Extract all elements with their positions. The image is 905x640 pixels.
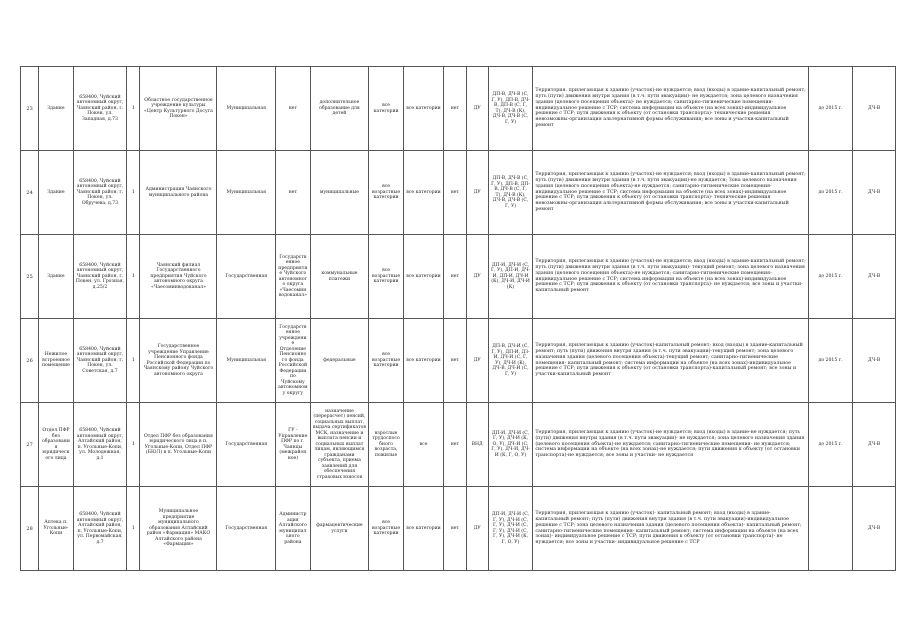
object-name: Нежилое встроенное помещение [39, 319, 73, 403]
service-category: все возрастные категории [369, 487, 403, 571]
object-count: 1 [127, 151, 140, 235]
disability-category: все категории [403, 319, 444, 403]
object-count: 1 [127, 403, 140, 487]
object-count: 1 [127, 67, 140, 151]
service-net: нет [444, 235, 466, 319]
availability-status: ДП-И, ДЧ-И (С, Г, У), ДЧ-И (К, О, У), ДЧ-И (С, Г, У), ДЧ-И, ДЧ-И (К, Г, О, У) [488, 403, 533, 487]
parent-organization: Государственное учреждение Отделение Пенсионного фонда Российской Федерации по Чуйскому автономному округу [276, 319, 310, 403]
expected-result: ДЧ-В [853, 319, 896, 403]
service-net: нет [444, 403, 466, 487]
availability-code: ДУ [466, 151, 488, 235]
service-net: нет [444, 67, 466, 151]
institution-name: Муниципальное предприятие муниципального образования Алтайский район «Фармация» МАКО Алтайского района «Фармация» [140, 487, 217, 571]
adaptation-assessment: Территория, прилегающая к зданию (участок)-не нуждается; вход (входы) в здание-не нуждается; путь (пути) движения внутри здания (в т.ч. пути эвакуации)- не нуждается; зона целевого назначения здания (целевого посещения объекта)-не нуждается; санитарно-гигиенические помещения- не нуждается; система информации на объекте (на всех зонах)-не нуждается; пути движения к объекту (от остановки транспорта)-не нуждается; все зоны и участки- не нуждается [533, 403, 808, 487]
service-category: все категории [369, 67, 403, 151]
table-row [21, 403, 896, 487]
service-activity: фармацевтические услуги [310, 487, 369, 571]
institution-name: Чаянский филиал Государственного предприятия Чуйского автономного округа «Чаесоминводоканал» [140, 235, 217, 319]
service-activity: коммунальные платежи [310, 235, 369, 319]
target-year: до 2015 г. [808, 151, 853, 235]
availability-code: ДУ [466, 487, 488, 571]
availability-status: ДП-В, ДЧ-В (С, Г, У), ДП-В, ДП-В, ДЧ-В (С, Г, Т), ДЧ-В (К), ДЧ-В, ДЧ-В (С, Г, У) [488, 151, 533, 235]
expected-result: ДЧ-В [853, 151, 896, 235]
service-activity: дополнительное образование для детей [310, 67, 369, 151]
adaptation-assessment: Территория, прилегающая к зданию (участок)- капитальный ремонт; вход (входы) в здание- капитальный ремонт; путь (пути) движения внутри здания (в т.ч. пути эвакуации)-индивидуальное решение с ТСР; зона целевого назначения здания (целевого посещения объекта)- капитальный ремонт; санитарно-гигиенические помещения- капитальный ремонт; система информации на объекте (на всех зонах)- индивидуальное решение с ТСР; пути движения к объекту (от остановки транспорта)- не нуждается; все зоны и участки- индивидуальное решение с ТСР [533, 487, 808, 571]
disability-category: все категории [403, 235, 444, 319]
service-category: все возрастные категории [369, 151, 403, 235]
row-number: 25 [21, 235, 39, 319]
disability-category: все категории [403, 67, 444, 151]
availability-code: ДУ [466, 67, 488, 151]
row-number: 26 [21, 319, 39, 403]
target-year [808, 487, 853, 571]
expected-result: ДЧ-В [853, 235, 896, 319]
object-name: Здание [39, 235, 73, 319]
object-address: 658400, Чуйский автономный округ, Алтайский район, п. Угольные-Копи, ул. Молодежная, д.1 [73, 403, 127, 487]
table-row [21, 487, 896, 571]
service-net: нет [444, 487, 466, 571]
expected-result: ДЧ-В [853, 403, 896, 487]
service-activity: федеральные [310, 319, 369, 403]
ownership-form: Муниципальная [217, 151, 276, 235]
adaptation-assessment: Территория, прилегающая к зданию (участок)-капитальный ремонт; вход (входы) в здание-капитальный ремонт; путь (пути) движения внутри здания (в т.ч. пути эвакуации)-текущий ремонт; зона целевого назначения здания (целевого посещения объекта)-текущий ремонт; санитарно-гигиенические помещения- капитальный ремонт; система информации на объекте (на всех зонах)-индивидуальное решение с ТСР; пути движения к объекту (от остановки транспорта)-капитальный ремонт; все зоны и участки-капитальный ремонт [533, 319, 808, 403]
parent-organization: Администрация Алтайского муниципального района [276, 487, 310, 571]
parent-organization: Государственное предприятие Чуйского автономного округа «Чаесоминводоканал» [276, 235, 310, 319]
service-net: нет [444, 319, 466, 403]
parent-organization: нет [276, 151, 310, 235]
ownership-form: Государственная [217, 487, 276, 571]
institution-name: Отдел ПФР без образования юридического лица в п. Угольные-Копи, Отдел ПФР (БЮЛ) в п. Угольные-Копи [140, 403, 217, 487]
object-address: 658400, Чуйский автономный округ, Чаянский район, г. Покен, ул. Обручева, д.73 [73, 151, 127, 235]
object-count: 1 [127, 487, 140, 571]
row-number: 23 [21, 67, 39, 151]
service-category: все возрастные категории [369, 235, 403, 319]
service-net: нет [444, 151, 466, 235]
expected-result: ДЧ-В [853, 487, 896, 571]
service-activity: назначение (перерасчет) пенсий, социальных выплат, выдача сертификатов МСК, назначение и выплата пенсии и социальных выплат лицам, являющимся гражданами субъекта, приема заявлений для обеспечения страховых взносов [310, 403, 369, 487]
target-year: до 2015 г. [808, 319, 853, 403]
institution-name: Государственное учреждение Управление Пенсионного фонда Российской Федерации по Чаянскому району Чуйского автономного округа [140, 319, 217, 403]
institution-name: Областное государственное учреждение культуры «Центр Культурного Досуга Покен» [140, 67, 217, 151]
institution-name: Администрация Чаянского муниципального района [140, 151, 217, 235]
target-year: до 2015 г. [808, 67, 853, 151]
availability-status: ДП-И, ДЧ-И (С, Г, У), ДЧ-И (С, Г, У), ДЧ-И (С, Г, У), ДЧ-И (С, Г, У), ДЧ-И (К, Г, О, У) [488, 487, 533, 571]
target-year: до 2015 г. [808, 235, 853, 319]
ownership-form: Государственная [217, 235, 276, 319]
object-count: 1 [127, 235, 140, 319]
row-number: 24 [21, 151, 39, 235]
adaptation-assessment: Территория, прилегающая к зданию (участок)-не нуждается; вход (входы) в здание-капитальный ремонт; путь (пути) движения внутри здания (в т.ч. пути эвакуации)-не нуждается; Зона целевого назначения здания (целевого посещения объекта)-не нуждается; санитарно-гигиенические помещения- индивидуальное решение с ТСР; система информации на объекте (на всех зонах)-индивидуальное решение с ТСР; пути движения к объекту (от остановки транспорта)- технические решения невозможны-организация альтернативной формы обслуживания; все зоны и участки-капитальный ремонт [533, 151, 808, 235]
disability-category: все категории [403, 151, 444, 235]
disability-category: все категории [403, 487, 444, 571]
row-number: 27 [21, 403, 39, 487]
adaptation-assessment: Территория, прилегающая к зданию (участок)-не нуждается; вход (входы) в здание-капитальный ремонт; путь (пути) движения внутри здания (в т.ч. пути эвакуации)- не нуждается; зона целевого назначения здания (целевого посещения объекта)- не нуждается; санитарно-гигиенические помещения- индивидуальное решение с ТСР; система информации на объекте (на всех зонах)-индивидуальное решение с ТСР; пути движения к объекту (от остановки транспорта)- технические решения невозможны-организация альтернативной формы обслуживания; все зоны и участки-капитальный ремонт [533, 67, 808, 151]
table-row [21, 235, 896, 319]
availability-code: ДУ [466, 319, 488, 403]
service-category: все возрастные категории [369, 319, 403, 403]
expected-result: ДЧ-В [853, 67, 896, 151]
table-row [21, 319, 896, 403]
object-address: 658400, Чуйский автономный округ, Чаянский район, г. Покен, ул. Грозная, д.25/2 [73, 235, 127, 319]
availability-code: ДУ [466, 235, 488, 319]
object-name: Здание [39, 67, 73, 151]
accessibility-registry-table [20, 66, 896, 571]
object-address: 658400, Чуйский автономный округ, Чаянский район, г. Покен, ул. Советская, д.7 [73, 319, 127, 403]
disability-category: все [403, 403, 444, 487]
table-row [21, 67, 896, 151]
availability-code: ВНД [466, 403, 488, 487]
ownership-form: Муниципальная [217, 67, 276, 151]
parent-organization: ГУ - Управление ПФР по г. Чаянцы (межрайонное) [276, 403, 310, 487]
parent-organization: нет [276, 67, 310, 151]
object-address: 658400, Чуйский автономный округ, Алтайский район, п. Угольные-Копи, ул. Первомайская, д.7 [73, 487, 127, 571]
ownership-form: Государственная [217, 403, 276, 487]
target-year: до 2015 г. [808, 403, 853, 487]
row-number: 28 [21, 487, 39, 571]
object-name: Аптека п. Угольные-Копи [39, 487, 73, 571]
registry-sheet [20, 66, 896, 571]
service-category: взрослые трудоспособного возраста, пожилые [369, 403, 403, 487]
service-activity: муниципальные [310, 151, 369, 235]
availability-status: ДП-В, ДЧ-В (С, Г, У), ДП-В, ДЧ-В, ДП-В (С, Г, Т), ДЧ-В (К), ДЧ-В, ДЧ-В (С, Г, У) [488, 67, 533, 151]
object-address: 658400, Чуйский автономный округ, Чаянский район, г. Покен, ул. Западная, д.73 [73, 67, 127, 151]
object-name: Здание [39, 151, 73, 235]
adaptation-assessment: Территория, прилегающая к зданию (участок)-не нуждается; вход (входы) в здание-капитальный ремонт; путь (пути) движения внутри здания (в т.ч. пути эвакуации)- текущий ремонт; зона целевого назначения здания (целевого посещения объекта)-не нуждается; санитарно-гигиенические помещения- индивидуальное решение с ТСР; система информации на объекте (на всех зонах)-индивидуальное решение с ТСР; пути движения к объекту (от остановки транспорта)- не нуждается; все зоны и участки-капитальный ремонт [533, 235, 808, 319]
availability-status: ДП-И, ДЧ-И (С, Г, У), ДП-И, ДЧ-И, ДП-И, ДЧ-И (К), ДЧ-И, ДЧ-И (К) [488, 235, 533, 319]
ownership-form: Муниципальная [217, 319, 276, 403]
availability-status: ДП-В, ДЧ-И (С, Г, У), ДП-И, ДЗ-И, ДЧ-И (С, Г, У), ДЧ-И (К), ДЧ-В, ДЧ-И (С, Г, У) [488, 319, 533, 403]
object-name: Отдел ПФР без образования юридического лица [39, 403, 73, 487]
table-row [21, 151, 896, 235]
object-count: 1 [127, 319, 140, 403]
